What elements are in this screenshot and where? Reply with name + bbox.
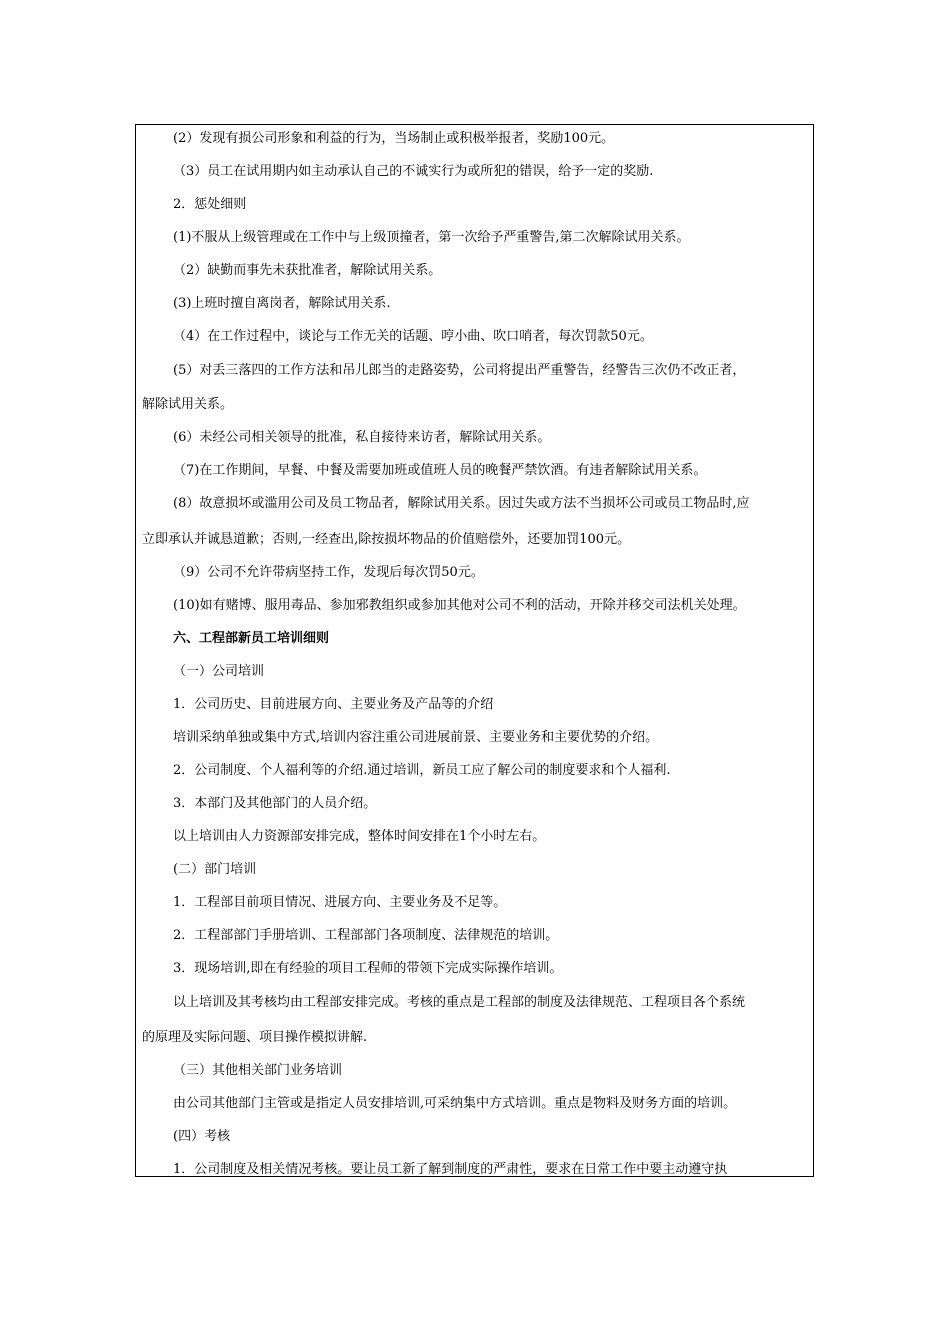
text-line-company-training-1: 1．公司历史、目前进展方向、主要业务及产品等的介绍 — [173, 697, 494, 712]
text-line-penalty-8: (8）故意损坏或滥用公司及员工物品者，解除试用关系。因过失或方法不当损坏公司或员工物品时,应 — [173, 496, 750, 511]
subheading-company-training: （一）公司培训 — [173, 664, 265, 679]
text-line-penalty-7: （7)在工作期间，早餐、中餐及需要加班或值班人员的晚餐严禁饮酒。有违者解除试用关系。 — [173, 463, 707, 478]
text-line-penalty-9: （9）公司不允许带病坚持工作，发现后每次罚50元。 — [173, 565, 484, 580]
text-line-department-training-summary-cont: 的原理及实际问题、项目操作模拟讲解. — [142, 1030, 368, 1045]
text-line-penalty-2: （2）缺勤而事先未获批准者，解除试用关系。 — [173, 263, 442, 278]
text-line-penalty-8-cont: 立即承认并诚恳道歉；否则,一经查出,除按损坏物品的价值赔偿外，还要加罚100元。 — [142, 532, 631, 547]
subheading-assessment: (四）考核 — [173, 1129, 231, 1144]
section-heading-penalty-rules: 2．惩处细则 — [173, 197, 247, 212]
text-line-company-training-2: 2．公司制度、个人福利等的介绍.通过培训，新员工应了解公司的制度要求和个人福利. — [173, 763, 671, 778]
text-line-penalty-5: (5）对丢三落四的工作方法和吊儿郎当的走路姿势，公司将提出严重警告，经警告三次仍不改正者， — [173, 363, 746, 378]
text-line-penalty-6: (6）未经公司相关领导的批准，私自接待来访者，解除试用关系。 — [173, 430, 551, 445]
text-line-penalty-1: (1)不服从上级管理或在工作中与上级顶撞者，第一次给予严重警告,第二次解除试用关系。 — [173, 230, 690, 245]
text-line-reward-3: （3）员工在试用期内如主动承认自己的不诚实行为或所犯的错误，给予一定的奖励. — [173, 164, 654, 179]
document-frame — [135, 124, 814, 1177]
text-line-company-training-summary: 以上培训由人力资源部安排完成，整体时间安排在1个小时左右。 — [173, 829, 546, 844]
text-line-company-training-3: 3．本部门及其他部门的人员介绍。 — [173, 796, 377, 811]
text-line-department-training-2: 2．工程部部门手册培训、工程部部门各项制度、法律规范的培训。 — [173, 928, 559, 943]
text-line-other-departments-training: 由公司其他部门主管或是指定人员安排培训,可采纳集中方式培训。重点是物料及财务方面的培训。 — [173, 1096, 737, 1111]
text-line-company-training-1-detail: 培训采纳单独或集中方式,培训内容注重公司进展前景、主要业务和主要优势的介绍。 — [173, 730, 659, 745]
text-line-department-training-3: 3．现场培训,即在有经验的项目工程师的带领下完成实际操作培训。 — [173, 961, 563, 976]
text-line-department-training-1: 1．工程部目前项目情况、进展方向、主要业务及不足等。 — [173, 895, 507, 910]
text-line-reward-2: (2）发现有损公司形象和利益的行为，当场制止或积极举报者，奖励100元。 — [173, 131, 615, 146]
text-line-penalty-5-cont: 解除试用关系。 — [142, 397, 234, 412]
text-line-penalty-10: (10)如有赌博、服用毒品、参加邪教组织或参加其他对公司不利的活动，开除并移交司法机关处理。 — [173, 598, 746, 613]
subheading-other-departments-training: （三）其他相关部门业务培训 — [173, 1063, 343, 1078]
subheading-department-training: (二）部门培训 — [173, 862, 257, 877]
section-heading-training-rules: 六、工程部新员工培训细则 — [173, 631, 330, 646]
text-line-department-training-summary: 以上培训及其考核均由工程部安排完成。考核的重点是工程部的制度及法律规范、工程项目各个系统 — [173, 995, 746, 1010]
text-line-penalty-4: （4）在工作过程中，谈论与工作无关的话题、哼小曲、吹口哨者，每次罚款50元。 — [173, 329, 653, 344]
text-line-assessment-1: 1．公司制度及相关情况考核。要让员工新了解到制度的严肃性，要求在日常工作中要主动遵守执 — [173, 1162, 728, 1177]
text-line-penalty-3: (3)上班时擅自离岗者，解除试用关系. — [173, 296, 391, 311]
